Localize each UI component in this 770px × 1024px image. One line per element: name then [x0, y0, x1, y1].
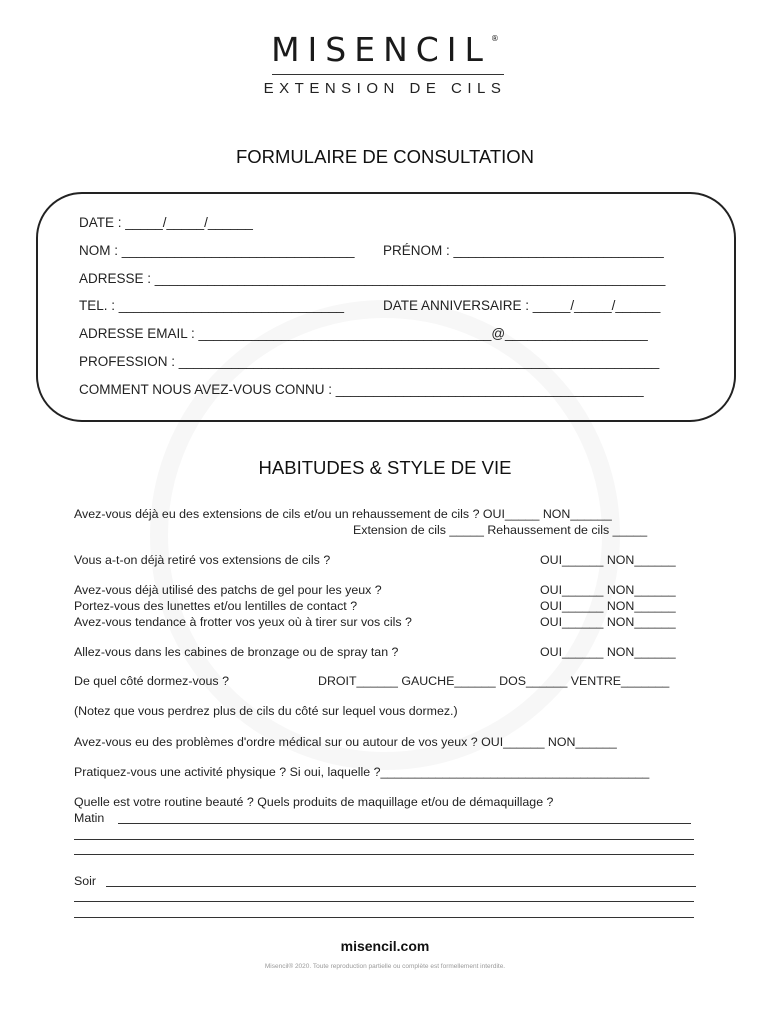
question-activite[interactable]: Pratiquez-vous une activité physique ? Si oui, laquelle ?_______________________________________	[74, 765, 650, 779]
footer-copyright: Misencil® 2020. Toute reproduction partielle ou complète est formellement interdite.	[264, 963, 506, 970]
logo-divider	[272, 74, 504, 75]
question-frotter: Avez-vous tendance à frotter vos yeux où à tirer sur vos cils ?	[74, 615, 412, 629]
connu-field[interactable]: COMMENT NOUS AVEZ-VOUS CONNU : _________________________________________	[79, 382, 644, 397]
soir-line-2[interactable]	[74, 901, 694, 902]
question-extensions[interactable]: Avez-vous déjà eu des extensions de cils et/ou un rehaussement de cils ? OUI_____ NON______	[74, 507, 612, 521]
question-lunettes: Portez-vous des lunettes et/ou lentilles de contact ?	[74, 599, 358, 613]
matin-line-2[interactable]	[74, 839, 694, 840]
label-soir: Soir	[74, 874, 97, 888]
question-medical[interactable]: Avez-vous eu des problèmes d'ordre médical sur ou autour de vos yeux ? OUI______ NON______	[74, 735, 617, 749]
answer-retire[interactable]: OUI______ NON______	[540, 553, 676, 567]
brand-logo	[0, 30, 770, 69]
adresse-field[interactable]: ADRESSE : ____________________________________________________________________	[79, 271, 666, 286]
question-retire: Vous a-t-on déjà retiré vos extensions de cils ?	[74, 553, 331, 567]
profession-field[interactable]: PROFESSION : ________________________________________________________________	[79, 354, 660, 369]
answer-frotter[interactable]: OUI______ NON______	[540, 615, 676, 629]
date-field[interactable]: DATE : _____/_____/______	[79, 215, 253, 230]
email-field[interactable]: ADRESSE EMAIL : _______________________________________@___________________	[79, 326, 648, 341]
anniversaire-field[interactable]: DATE ANNIVERSAIRE : _____/_____/______	[383, 298, 661, 313]
page-title: FORMULAIRE DE CONSULTATION	[235, 146, 535, 167]
question-dormir: De quel côté dormez-vous ?	[74, 674, 229, 688]
question-bronzage: Allez-vous dans les cabines de bronzage ou de spray tan ?	[74, 645, 399, 659]
note-dormir: (Notez que vous perdrez plus de cils du côté sur lequel vous dormez.)	[74, 704, 458, 718]
soir-line-1[interactable]	[106, 886, 696, 887]
answer-bronzage[interactable]: OUI______ NON______	[540, 645, 676, 659]
label-matin: Matin	[74, 811, 105, 825]
answer-lunettes[interactable]: OUI______ NON______	[540, 599, 676, 613]
question-extensions-type[interactable]: Extension de cils _____ Rehaussement de cils _____	[353, 523, 648, 537]
question-routine: Quelle est votre routine beauté ? Quels produits de maquillage et/ou de démaquillage ?	[74, 795, 554, 809]
soir-line-3[interactable]	[74, 917, 694, 918]
matin-line-3[interactable]	[74, 854, 694, 855]
answer-patchs[interactable]: OUI______ NON______	[540, 583, 676, 597]
matin-line-1[interactable]	[118, 823, 691, 824]
brand-tagline: EXTENSION DE CILS	[263, 80, 507, 97]
tel-field[interactable]: TEL. : ______________________________	[79, 298, 345, 313]
brand-name: MISENCIL	[271, 30, 491, 69]
section-title: HABITUDES & STYLE DE VIE	[258, 457, 512, 478]
nom-field[interactable]: NOM : _______________________________	[79, 243, 355, 258]
question-patchs: Avez-vous déjà utilisé des patchs de gel pour les yeux ?	[74, 583, 382, 597]
registered-mark: ®	[490, 34, 499, 43]
answer-dormir[interactable]: DROIT______ GAUCHE______ DOS______ VENTRE_______	[318, 674, 670, 688]
footer-website: misencil.com	[340, 938, 430, 954]
prenom-field[interactable]: PRÉNOM : ____________________________	[383, 243, 664, 258]
